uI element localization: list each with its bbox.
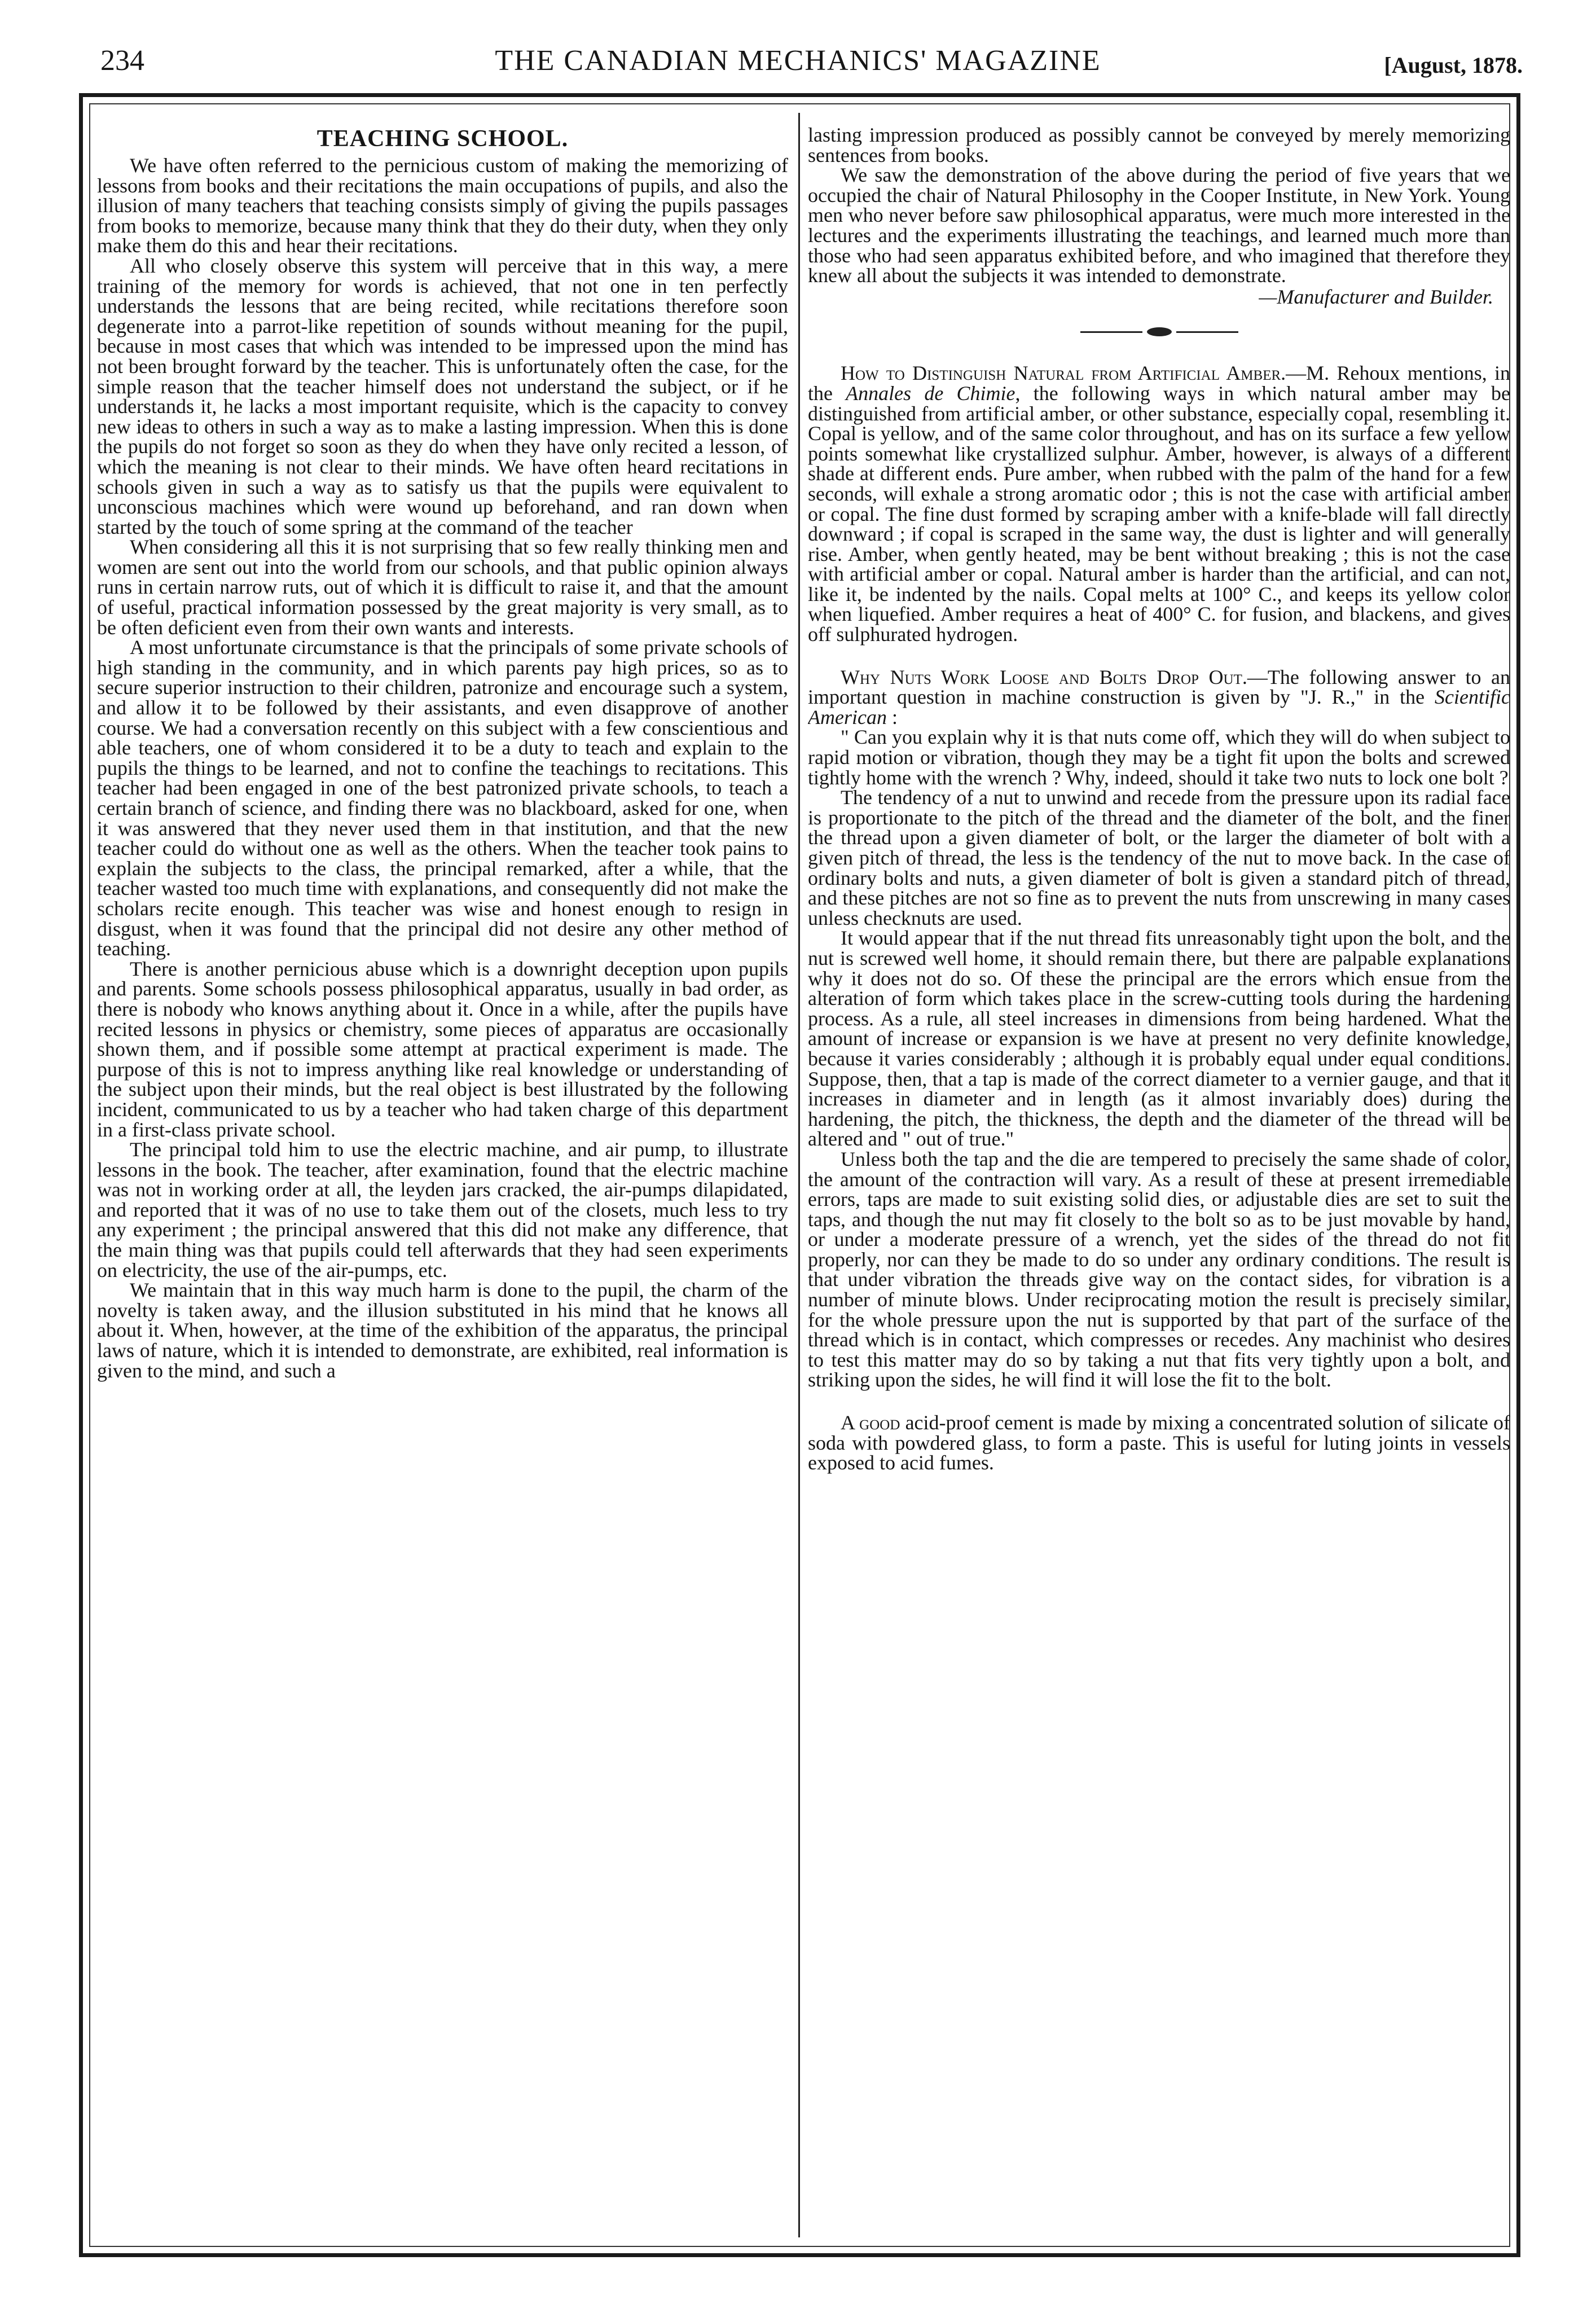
article-paragraph: When considering all this it is not surprising that so few really thinking men and women are sent out into the world from our schools, and that public opinion always runs in certain narrow ruts, out of which it is difficult to raise it, and that the amount of useful, practical information possessed by the great majority is very small, as to be often deficient even from their own wants and interests.: [97, 536, 788, 639]
nuts-paragraph: It would appear that if the nut thread fits unreasonably tight upon the bolt, and the nut is screwed well home, it should remain there, but there are palpable explanations why it does not do so. Of these the principal are the errors which ensue from the alteration of form which takes place in the screw-cutting tools during the hardening process. As a rule, all steel increases in dimensions from being hardened. What the amount of increase or expansion is we have at present no very definite knowledge, because it varies considerably ; although it is probably equal under equal conditions. Suppose, then, that a tap is made of the correct diameter to a vernier gauge, and that it increases in diameter and in length (as it almost invariably does) during the hardening, the pitch, the thickness, the depth and the diameter of the thread will be altered and " out of true.": [808, 927, 1510, 1151]
nuts-heading: Why Nuts Work Loose and Bolts Drop Out.: [841, 665, 1247, 688]
section-separator: [808, 313, 1510, 346]
continuation-paragraph: lasting impression produced as possibly cannot be conveyed by merely memorizing sentences from books.: [808, 125, 1510, 166]
nuts-paragraph: " Can you explain why it is that nuts come off, which they will do when subject to rapid motion or vibration, though they may be a tight fit upon the bolts and screwed tightly home with the wrench ? Why, indeed, should it take two nuts to lock one bolt ?: [808, 726, 1510, 789]
article-paragraph: A most unfortunate circumstance is that the principals of some private schools of high standing in the community, and in which parents pay high prices, so as to secure superior instruction to their children, patronize and encourage such a system, and allow it to be followed by their assistants, and even disapprove of another course. We had a conversation recently on this subject with a few conscientious and able teachers, one of whom considered it to be a duty to teach and explain to the pupils the things to be learned, and not to confine the teachings to recitations. This teacher had been engaged in one of the best patronized private schools, to teach a certain branch of science, and finding there was no blackboard, asked for one, when it was answered that they never used them in that institution, and that the new teacher could do without one as well as the others. When the teacher took pains to explain the subjects to the class, the principal remarked, after a while, that the teacher wasted too much time with explanations, and consequently did not make the scholars recite enough. This teacher was wise and honest enough to resign in disgust, when it was found that the principal did not desire any other method of teaching.: [97, 636, 788, 960]
nuts-paragraph: The tendency of a nut to unwind and recede from the pressure upon its radial face is proportionate to the pitch of the thread and the diameter of the bolt, and the finer the thread upon a given diameter of bolt, or the larger the diameter of bolt with a given pitch of thread, the less is the tendency of the nut to move back. In the case of ordinary bolts and nuts, a given diameter of bolt is given a standard pitch of thread, and these pitches are not so fine as to prevent the nuts from unscrewing in many cases unless checknuts are used.: [808, 786, 1510, 929]
article-paragraph: All who closely observe this system will perceive that in this way, a mere training of the memory for words is achieved, that not one in ten perfectly understands the lessons that are being recited, while recitations therefore soon degenerate into a parrot-like repetition of sounds without meaning for the pupil, because in most cases that which was intended to be impressed upon the mind has not been brought forward by the teacher. This is unfortunately often the case, for the simple reason that the teacher himself does not understand the subject, or if he understands it, he lacks a most important requisite, which is the capacity to convey new ideas to others in such a way as to make a lasting impression. When this is done the pupils do not forget so soon as they do when they have only recited a lesson, of which the meaning is not clear to their minds. We have often heard recitations in schools given in such a way as to satisfy us that the pupils were equivalent to unconscious machines which were wound up beforehand, and ran down when started by the touch of some spring at the command of the teacher: [97, 254, 788, 538]
article-paragraph: We have often referred to the pernicious custom of making the memorizing of lessons from books and their recitations the main occupations of pupils, and also the illusion of many teachers that teaching consists simply of giving the pupils passages from books to memorize, because many think that they do their duty, when they only make them do this and hear their recitations.: [97, 154, 788, 257]
amber-paragraph: How to Distinguish Natural from Artificial Amber.—M. Rehoux mentions, in the Annales de Chimie, the following ways in which natural amber may be distinguished from artificial amber, or other substance, especially copal, resembling it. Copal is yellow, and of the same color throughout, and has on its surface a few yellow points somewhat like crystallized sulphur. Amber, however, is always of a different shade at different ends. Pure amber, when rubbed with the palm of the hand for a few seconds, will exhale a strong aromatic odor ; this is not the case with artificial amber or copal. The fine dust formed by scraping amber with a knife-blade will fall directly downward ; if copal is scraped in the same way, the dust is lighter and will generally rise. Amber, when gently heated, may be bent without breaking ; this is not the case with artificial amber or copal. Natural amber is harder than the artificial, and can not, like it, be indented by the nails. Copal melts at 100° C., and keeps its yellow color when liquefied. Amber requires a heat of 400° C. for fusion, and blackens, and gives off sulphurated hydrogen.: [808, 362, 1510, 646]
right-column: [808, 125, 1510, 2247]
left-column: [97, 125, 788, 2247]
magazine-title: THE CANADIAN MECHANICS' MAGAZINE: [495, 45, 1101, 77]
article-paragraph: We maintain that in this way much harm is done to the pupil, the charm of the novelty is taken away, and the illusion substituted in his mind that he knows all about it. When, however, at the time of the exhibition of the apparatus, the principal laws of nature, which it is intended to demonstrate, are exhibited, real information is given to the mind, and such a: [97, 1279, 788, 1382]
nuts-intro-paragraph: Why Nuts Work Loose and Bolts Drop Out.—The following answer to an important question in machine construction is given by "J. R.," in the Scientific American :: [808, 665, 1510, 728]
issue-date: [August, 1878.: [1384, 52, 1523, 78]
source-attribution: —Manufacturer and Builder.: [1259, 285, 1493, 308]
page-number: 234: [100, 45, 144, 77]
journal-name: Annales de Chimie: [846, 381, 1015, 405]
cement-lead: A good: [841, 1411, 900, 1434]
article-paragraph: There is another pernicious abuse which is a downright deception upon pupils and parents. Some schools possess philosophical apparatus, usually in bad order, as there is nobody who knows anything about it. Once in a while, after the pupils have recited lessons in physics or chemistry, some pieces of apparatus are occasionally shown them, and if possible some attempt at practical experiment is made. The purpose of this is not to impress anything like real knowledge or understanding of the subject upon their minds, but the real object is best illustrated by the following incident, communicated to us by a teacher who had taken charge of this department in a first-class private school.: [97, 957, 788, 1141]
article-title: TEACHING SCHOOL.: [316, 126, 569, 152]
column-rule: [798, 113, 800, 2237]
article-paragraph: The principal told him to use the electric machine, and air pump, to illustrate lessons in the book. The teacher, after examination, found that the electric machine was not in working order at all, the leyden jars cracked, the air-pumps dilapidated, and reported that it was of no use to take them out of the closets, much less to try any experiment ; the principal answered that this did not make any difference, that the main thing was that pupils could tell afterwards that they had seen experiments on electricity, the use of the air-pumps, etc.: [97, 1138, 788, 1281]
amber-heading: How to Distinguish Natural from Artificial Amber.: [841, 362, 1286, 385]
journal-name: Scientific American: [808, 686, 1510, 728]
cement-paragraph: A good acid-proof cement is made by mixing a concentrated solution of silicate of soda with powdered glass, to form a paste. This is useful for luting joints in vessels exposed to acid fumes.: [808, 1411, 1510, 1474]
continuation-paragraph: We saw the demonstration of the above during the period of five years that we occupied the chair of Natural Philosophy in the Cooper Institute, in New York. Young men who never before saw philosophical apparatus, were much more interested in the lectures and the experiments illustrating the teachings, and learned much more than those who had seen apparatus exhibited before, and who imagined that therefore they knew all about the subjects it was intended to demonstrate.: [808, 164, 1510, 287]
nuts-paragraph: Unless both the tap and the die are tempered to precisely the same shade of color, the amount of the contraction will vary. As a result of these at present irremediable errors, taps are made to suit existing solid dies, or adjustable dies are set to suit the taps, and though the nut may fit closely to the bolt so as to be just movable by hand, or under a moderate pressure of a wrench, yet the sides of the thread do not fit properly, nor can they be made to do so under any ordinary conditions. The result is that under vibration the threads give way on the contact sides, for vibration is a number of minute blows. Under reciprocating motion the result is precisely similar, for the whole pressure upon the nut is supported by that part of the surface of the thread which is in contact, which compresses or recedes. Any machinist who desires to test this matter may do so by taking a nut that fits very tightly upon a bolt, and striking upon the sides, he will find it will lose the fit to the bolt.: [808, 1147, 1510, 1392]
